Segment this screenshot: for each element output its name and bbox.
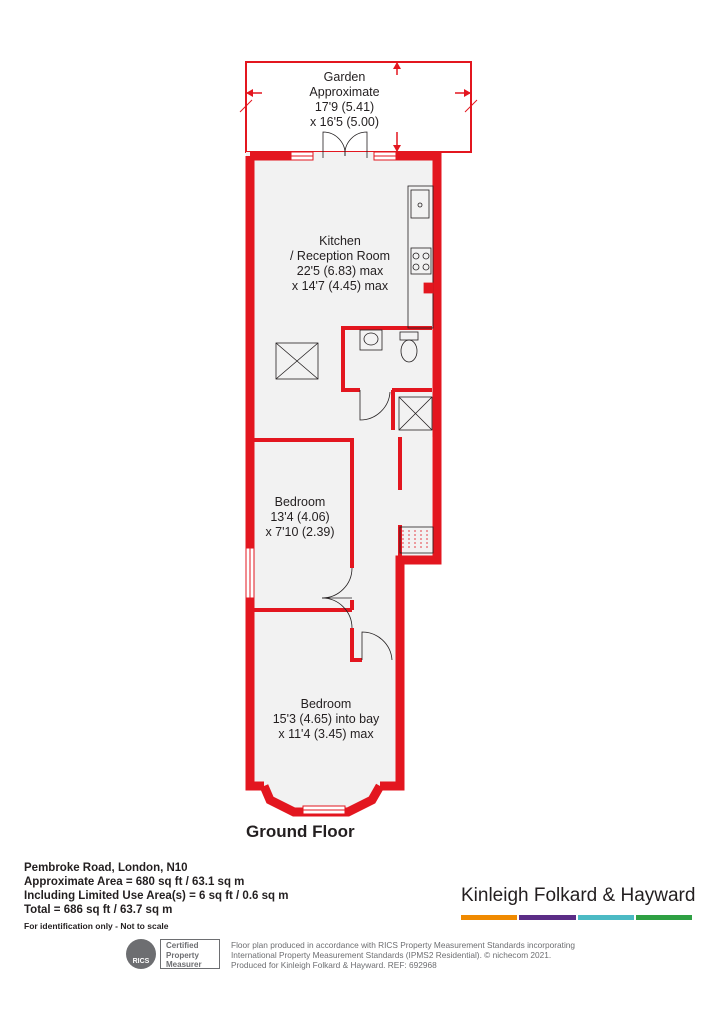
agent-color-bar	[461, 915, 692, 920]
bar-green	[636, 915, 692, 920]
agent-logo-text: Kinleigh Folkard & Hayward	[461, 885, 696, 906]
garden-label	[287, 70, 402, 130]
disclaimer-line3: Produced for Kinleigh Folkard & Hayward. REF: 692968	[231, 960, 437, 970]
rics-badge	[126, 939, 222, 971]
kitchen-name-2: / Reception Room	[289, 249, 391, 263]
bedroom2-label	[256, 697, 396, 742]
garden-approx: Approximate	[309, 85, 380, 99]
bedroom2-name: Bedroom	[300, 697, 352, 711]
bedroom1-dim2: x 7'10 (2.39)	[265, 525, 335, 539]
kitchen-dim2: x 14'7 (4.45) max	[291, 279, 389, 293]
garden-dim2: x 16'5 (5.00)	[309, 115, 380, 129]
bedroom1-dim1: 13'4 (4.06)	[270, 510, 330, 524]
rics-logo-icon: RICS	[126, 939, 156, 969]
disclaimer	[231, 940, 611, 970]
rics-line2: Property	[166, 950, 199, 960]
kitchen-dim1: 22'5 (6.83) max	[296, 264, 384, 278]
kitchen-label	[270, 234, 410, 294]
approx-area: Approximate Area = 680 sq ft / 63.1 sq m	[24, 876, 245, 888]
bar-teal	[578, 915, 634, 920]
rics-certified-box	[160, 939, 220, 969]
garden-name: Garden	[323, 70, 366, 84]
bedroom2-dim2: x 11'4 (3.45) max	[278, 727, 374, 741]
rics-line1: Certified	[166, 941, 199, 950]
bedroom2-dim1: 15'3 (4.65) into bay	[272, 712, 380, 726]
bar-orange	[461, 915, 517, 920]
bedroom1-name: Bedroom	[274, 495, 326, 509]
kitchen-name: Kitchen	[319, 234, 361, 248]
rics-line3: Measurer	[166, 960, 202, 969]
disclaimer-line2: International Property Measurement Standards (IPMS2 Residential). © nichecom 2021.	[231, 950, 552, 960]
area-summary	[24, 861, 288, 933]
bar-purple	[519, 915, 575, 920]
limited-use-area: Including Limited Use Area(s) = 6 sq ft / 0.6 sq m	[24, 890, 289, 902]
garden-dim1: 17'9 (5.41)	[314, 100, 375, 114]
floor-title: Ground Floor	[246, 822, 355, 841]
address: Pembroke Road, London, N10	[24, 862, 188, 874]
total-area: Total = 686 sq ft / 63.7 sq m	[24, 904, 173, 916]
disclaimer-line1: Floor plan produced in accordance with RICS Property Measurement Standards incorporating	[231, 940, 576, 950]
bedroom1-label	[250, 495, 350, 540]
identification-note: For identification only - Not to scale	[24, 921, 169, 931]
